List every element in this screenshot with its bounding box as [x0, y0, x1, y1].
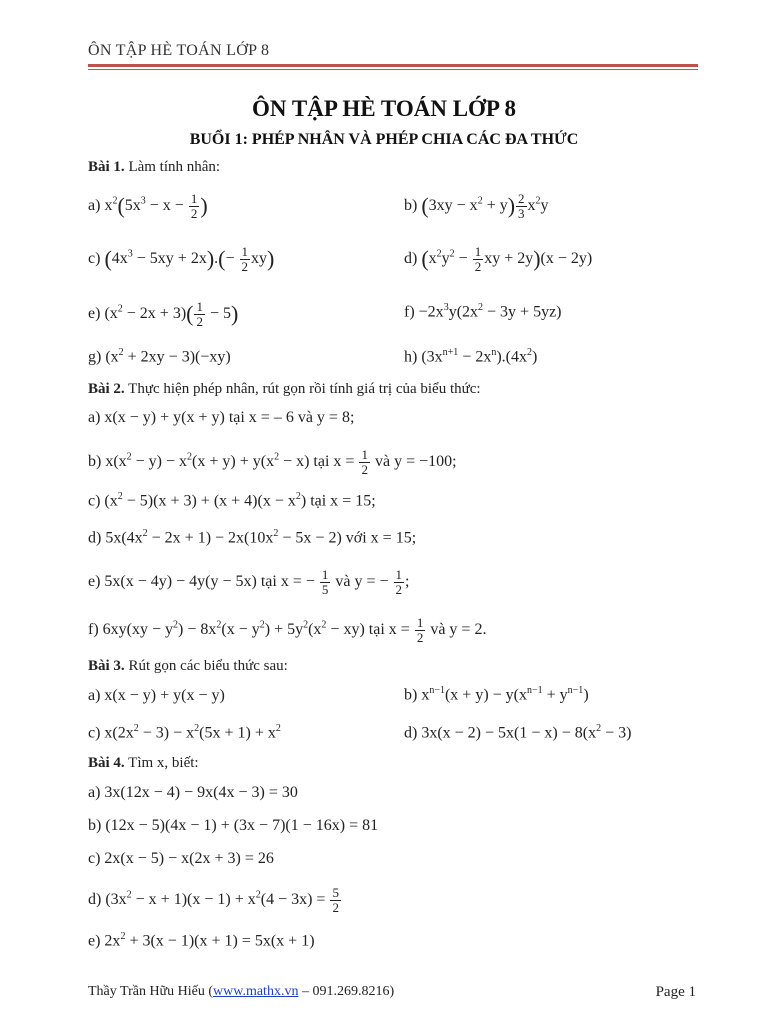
bai2-label: Bài 2.	[88, 381, 125, 397]
bai4-label: Bài 4.	[88, 755, 125, 771]
bai2-d: d) $5x(4x^2 - 2x + 1) - 2x(10x^2 - 5x - 2)$ với x = 15;	[88, 528, 417, 547]
bai4-a: a) 3x(12x − 4) − 9x(4x − 3) = 30	[88, 784, 298, 801]
bai1-h: h) $(3x^{n+1} - 2x^n).(4x^2)$	[404, 347, 538, 366]
item-label: d)	[404, 249, 418, 267]
header-rule-thin	[88, 69, 698, 70]
bai1-d: d) ($x^2y^2$ − $\frac{1}{2}$ xy + 2y)(x − 2y)	[404, 244, 593, 274]
bai4-c: c) 2x(x − 5) − x(2x + 3) = 26	[88, 850, 274, 867]
bai4-e: e) $2x^2 + 3(x - 1)(x + 1) = 5x(x + 1)$	[88, 931, 315, 950]
item-label: h)	[404, 348, 418, 366]
bai3-d: d) $3x(x - 2) - 5x(1 - x) - 8(x^2 - 3)$	[404, 723, 632, 742]
page-subtitle: BUỔI 1: PHÉP NHÂN VÀ PHÉP CHIA CÁC ĐA THỨC	[189, 131, 579, 148]
bai1-f: $f) -2x^3y(2x^2 - 3y + 5yz)$	[404, 302, 562, 321]
bai4-text: Tìm x, biết:	[128, 755, 199, 771]
footer-link[interactable]: www.mathx.vn	[213, 984, 299, 999]
bai1-text: Làm tính nhân:	[128, 159, 221, 175]
bai1-c: c) $(4x^3 - 5xy + 2x).(-$ $\frac{1}{2}$ xy)	[88, 244, 275, 274]
item-label: b)	[404, 196, 418, 214]
item-label: a)	[88, 196, 101, 214]
bai3-b: b) $x^{n-1}(x + y) - y(x^{n-1} + y^{n-1})$	[404, 685, 589, 704]
bai1-b: b) $(3xy - x^2 + y)$ $\frac{2}{3}$ $x^2y$	[404, 191, 549, 221]
header-rule-thick	[88, 64, 698, 67]
item-label: c)	[88, 249, 101, 267]
bai2-b: b) $x(x^2 - y) - x^2(x + y) + y(x^2 - x)$ tại x = $\frac{1}{2}$ và y = −100;	[88, 447, 457, 477]
bai1-label: Bài 1.	[88, 159, 125, 175]
bai1-heading	[88, 160, 220, 175]
bai3-a: a) x(x − y) + y(x − y)	[88, 687, 225, 704]
bai4-d: d) $(3x^2 - x + 1)(x - 1) + x^2(4 - 3x)$ = $\frac{5}{2}$	[88, 885, 339, 915]
bai2-c: c) $(x^2 - 5)(x + 3) + (x + 4)(x - x^2)$ tại x = 15;	[88, 491, 376, 510]
footer-page-number: Page 1	[655, 984, 696, 1000]
bai2-e: e) 5x(x − 4y) − 4y(y − 5x) tại x = − $\frac{1}{5}$ và y = − $\frac{1}{2}$ ;	[88, 567, 410, 597]
bai1-g: g) $(x^2 + 2xy - 3)(-xy)$	[88, 347, 231, 366]
bai3-label: Bài 3.	[88, 658, 125, 674]
bai2-f: f) $6xy(xy - y^2) - 8x^2(x - y^2) + 5y^2(x^2 - xy)$ tại x = $\frac{1}{2}$ và y = 2.	[88, 615, 487, 645]
bai1-a: a) $x^2(5x^3 - x$ − $\frac{1}{2}$ )	[88, 191, 208, 221]
bai2-heading	[88, 382, 481, 397]
item-label: g)	[88, 348, 102, 366]
page-title: ÔN TẬP HÈ TOÁN LỚP 8	[252, 96, 516, 121]
footer-author: Thầy Trần Hữu Hiếu (www.mathx.vn – 091.269.8216)	[88, 984, 395, 999]
bai3-heading	[88, 659, 288, 674]
bai4-heading	[88, 756, 199, 771]
bai3-text: Rút gọn các biểu thức sau:	[128, 658, 288, 674]
bai1-e: e) $(x^2 - 2x + 3)$( $\frac{1}{2}$ − 5)	[88, 299, 239, 329]
bai3-c: c) $x(2x^2 - 3) - x^2(5x + 1) + x^2$	[88, 723, 281, 742]
running-header: ÔN TẬP HÈ TOÁN LỚP 8	[88, 42, 270, 59]
bai4-b: b) (12x − 5)(4x − 1) + (3x − 7)(1 − 16x) = 81	[88, 817, 379, 834]
bai2-text: Thực hiện phép nhân, rút gọn rồi tính giá trị của biểu thức:	[128, 381, 481, 397]
item-label: e)	[88, 304, 101, 322]
item-label: f)	[404, 303, 415, 321]
bai2-a: a) x(x − y) + y(x + y) tại x = – 6 và y = 8;	[88, 409, 355, 426]
